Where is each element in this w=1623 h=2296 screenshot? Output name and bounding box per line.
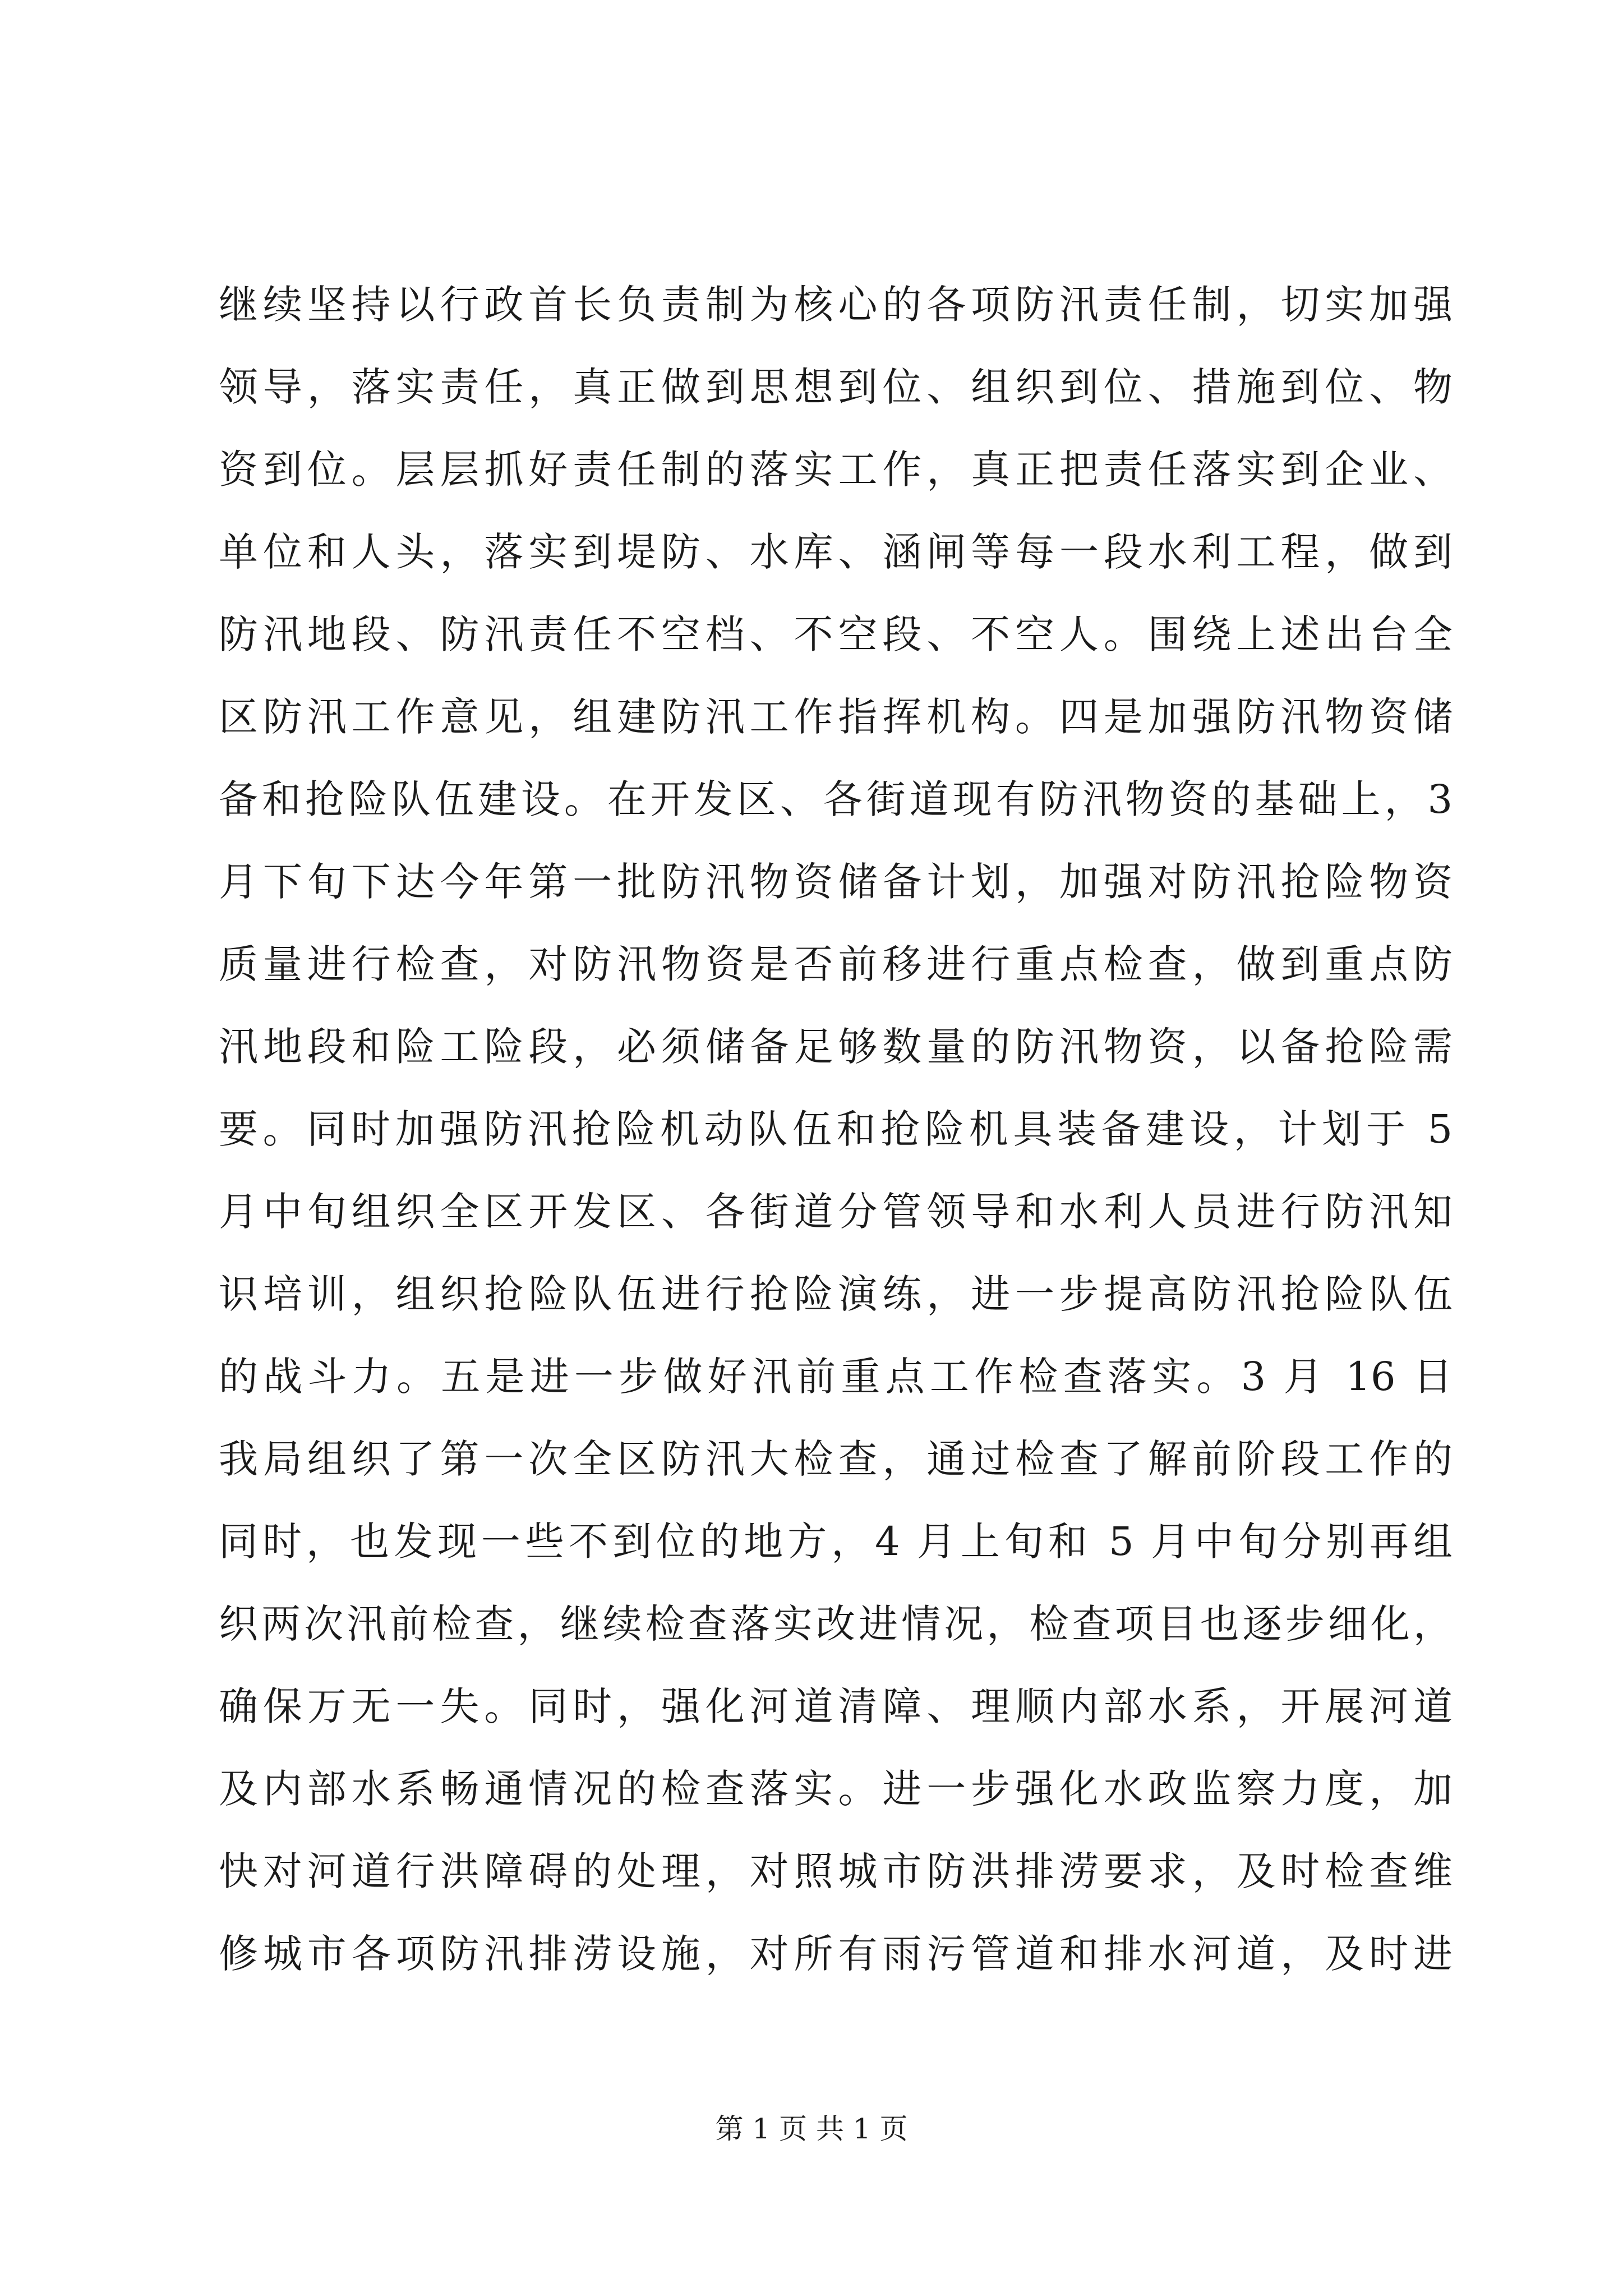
- text-line: 继续坚持以行政首长负责制为核心的各项防汛责任制，切实加强: [219, 282, 1453, 328]
- text-line: 织两次汛前检查，继续检查落实改进情况，检查项目也逐步细化，: [219, 1601, 1453, 1647]
- text-line: 识培训，组织抢险队伍进行抢险演练，进一步提高防汛抢险队伍: [219, 1271, 1453, 1317]
- text-line: 我局组织了第一次全区防汛大检查，通过检查了解前阶段工作的: [219, 1436, 1453, 1482]
- text-line: 领导，落实责任，真正做到思想到位、组织到位、措施到位、物: [219, 364, 1453, 410]
- text-line: 要。同时加强防汛抢险机动队伍和抢险机具装备建设，计划于 5: [219, 1106, 1453, 1152]
- text-line: 区防汛工作意见，组建防汛工作指挥机构。四是加强防汛物资储: [219, 694, 1453, 740]
- text-line: 汛地段和险工险段，必须储备足够数量的防汛物资，以备抢险需: [219, 1024, 1453, 1070]
- text-line: 快对河道行洪障碍的处理，对照城市防洪排涝要求，及时检查维: [219, 1848, 1453, 1894]
- text-line: 修城市各项防汛排涝设施，对所有雨污管道和排水河道，及时进: [219, 1931, 1453, 1977]
- text-line: 防汛地段、防汛责任不空档、不空段、不空人。围绕上述出台全: [219, 611, 1453, 657]
- text-line: 及内部水系畅通情况的检查落实。进一步强化水政监察力度，加: [219, 1766, 1453, 1812]
- text-line: 月下旬下达今年第一批防汛物资储备计划，加强对防汛抢险物资: [219, 859, 1453, 905]
- text-line: 的战斗力。五是进一步做好汛前重点工作检查落实。3 月 16 日: [219, 1354, 1453, 1400]
- text-line: 质量进行检查，对防汛物资是否前移进行重点检查，做到重点防: [219, 941, 1453, 987]
- text-line: 确保万无一失。同时，强化河道清障、理顺内部水系，开展河道: [219, 1683, 1453, 1729]
- page-number: 第 1 页 共 1 页: [715, 2113, 908, 2145]
- text-line: 备和抢险队伍建设。在开发区、各街道现有防汛物资的基础上，3: [219, 776, 1453, 822]
- body-text: [219, 264, 1453, 1995]
- page-footer: [0, 2109, 1623, 2148]
- text-line: 单位和人头，落实到堤防、水库、涵闸等每一段水利工程，做到: [219, 529, 1453, 575]
- text-line: 月中旬组织全区开发区、各街道分管领导和水利人员进行防汛知: [219, 1189, 1453, 1235]
- text-line: 同时，也发现一些不到位的地方，4 月上旬和 5 月中旬分别再组: [219, 1519, 1453, 1565]
- text-line: 资到位。层层抓好责任制的落实工作，真正把责任落实到企业、: [219, 447, 1453, 493]
